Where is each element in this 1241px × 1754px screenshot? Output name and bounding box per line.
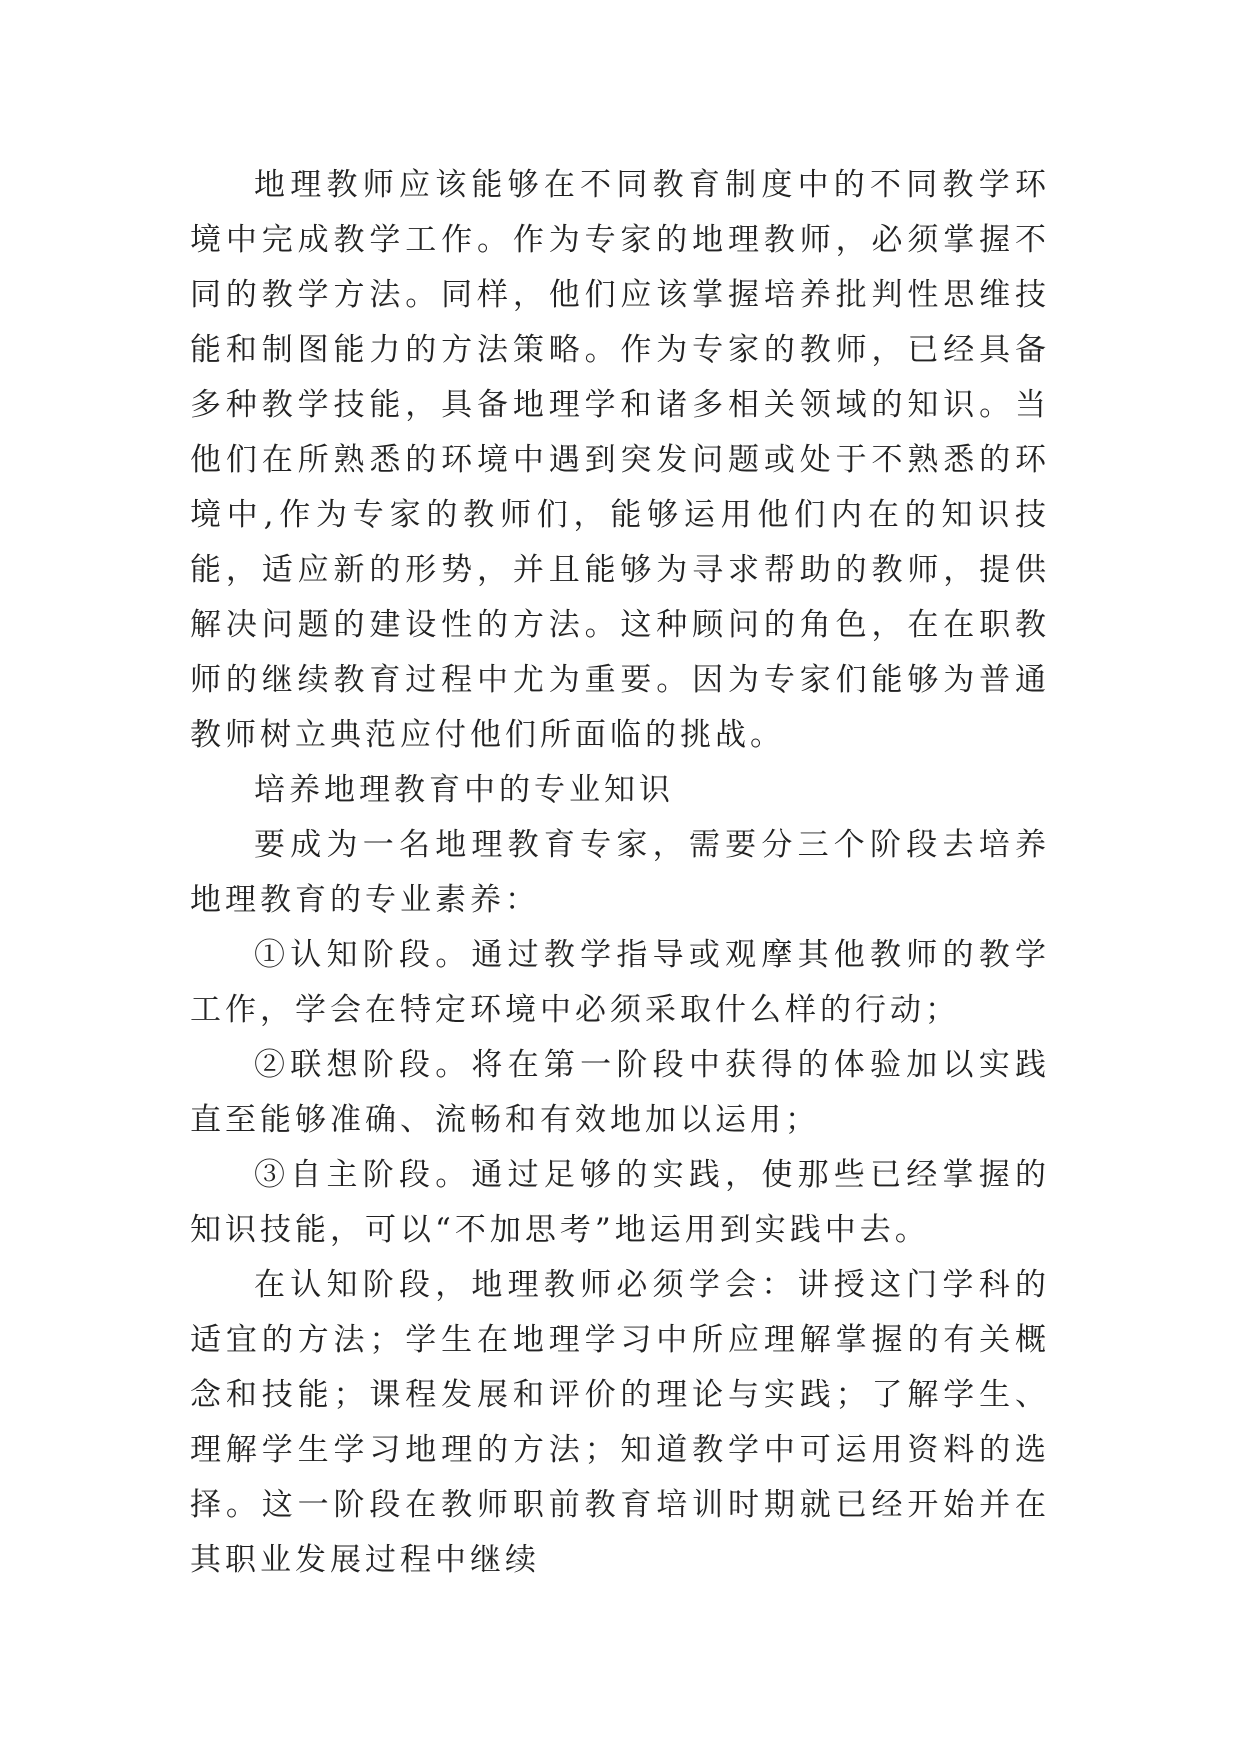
paragraph-cognitive-stage-detail: 在认知阶段，地理教师必须学会：讲授这门学科的适宜的方法；学生在地理学习中所应理解掌握的有关概念和技能；课程发展和评价的理论与实践；了解学生、理解学生学习地理的方法；知道教学中可运用资料的选择。这一阶段在教师职前教育培训时期就已经开始并在其职业发展过程中继续 xyxy=(190,1267,1050,1578)
list-item-cognitive-stage: ①认知阶段。通过教学指导或观摩其他教师的教学工作，学会在特定环境中必须采取什么样的行动； xyxy=(190,937,1050,1028)
paragraph-three-stages-intro: 要成为一名地理教育专家，需要分三个阶段去培养地理教育的专业素养： xyxy=(190,827,1050,918)
section-heading: 培养地理教育中的专业知识 xyxy=(254,772,674,808)
document-body xyxy=(190,158,1050,1588)
list-item-associative-stage: ②联想阶段。将在第一阶段中获得的体验加以实践直至能够准确、流畅和有效地加以运用； xyxy=(190,1047,1050,1138)
paragraph-expert-teacher: 地理教师应该能够在不同教育制度中的不同教学环境中完成教学工作。作为专家的地理教师，必须掌握不同的教学方法。同样，他们应该掌握培养批判性思维技能和制图能力的方法策略。作为专家的教师，已经具备多种教学技能，具备地理学和诸多相关领域的知识。当他们在所熟悉的环境中遇到突发问题或处于不熟悉的环境中,作为专家的教师们，能够运用他们内在的知识技能，适应新的形势，并且能够为寻求帮助的教师，提供解决问题的建设性的方法。这种顾问的角色，在在职教师的继续教育过程中尤为重要。因为专家们能够为普通教师树立典范应付他们所面临的挑战。 xyxy=(190,167,1050,753)
list-item-autonomous-stage: ③自主阶段。通过足够的实践，使那些已经掌握的知识技能，可以“不加思考”地运用到实践中去。 xyxy=(190,1157,1050,1248)
